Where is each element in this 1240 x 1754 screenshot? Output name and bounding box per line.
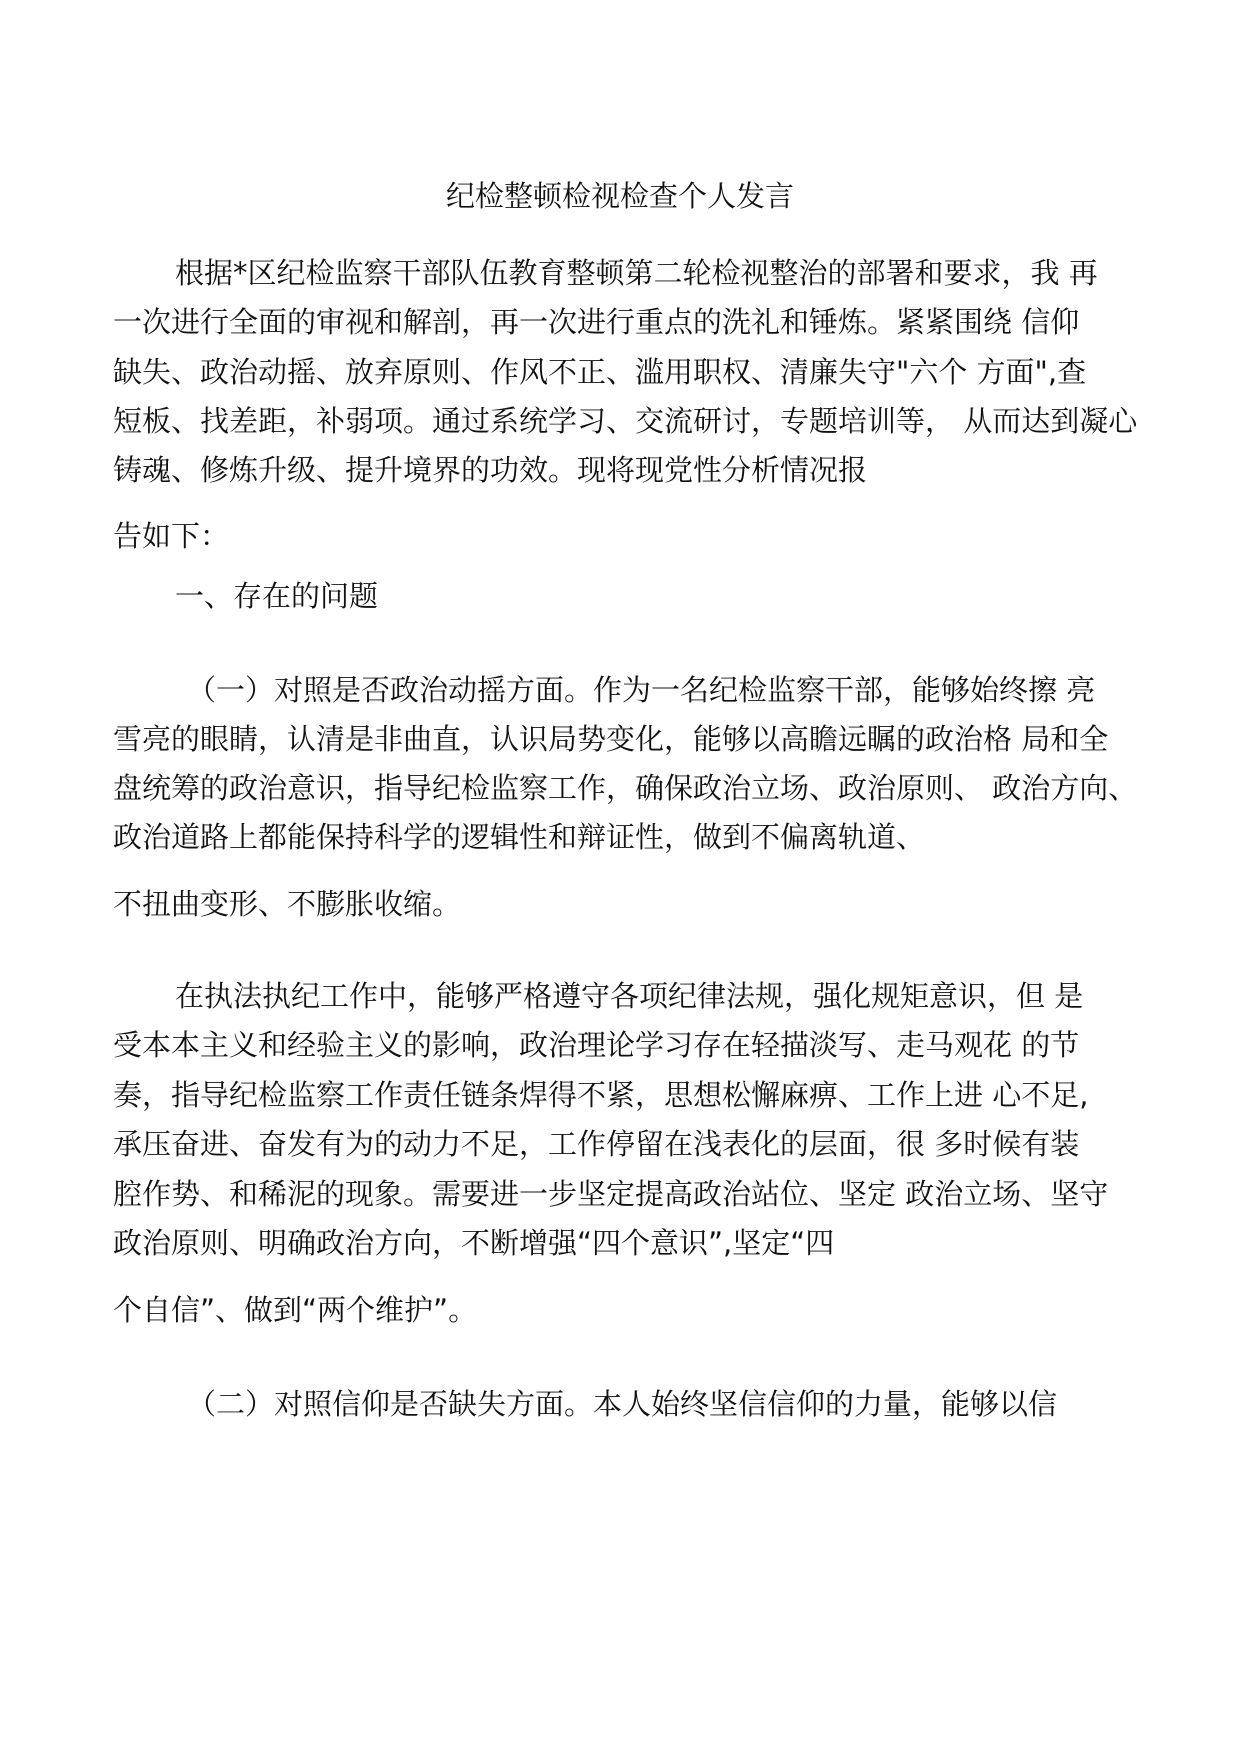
paragraph-line: 受本本主义和经验主义的影响，政治理论学习存在轻描淡写、走马观花 的节	[113, 1028, 1080, 1062]
paragraph-line: 奏，指导纪检监察工作责任链条焊得不紧，思想松懈麻痹、工作上进 心不足,	[113, 1078, 1089, 1112]
paragraph-line: 不扭曲变形、不膨胀收缩。	[113, 887, 462, 921]
paragraph-line: （二）对照信仰是否缺失方面。本人始终坚信信仰的力量，能够以信	[187, 1387, 1058, 1421]
paragraph-line: 在执法执纪工作中，能够严格遵守各项纪律法规，强化规矩意识，但 是	[175, 979, 1084, 1013]
paragraph-line: 一次进行全面的审视和解剖，再一次进行重点的洗礼和锤炼。紧紧围绕 信仰	[113, 305, 1080, 339]
paragraph-line: 铸魂、修炼升级、提升境界的功效。现将现党性分析情况报	[113, 453, 868, 487]
paragraph-line: 盘统筹的政治意识，指导纪检监察工作，确保政治立场、政治原则、 政治方向、	[113, 771, 1138, 805]
paragraph-line: 腔作势、和稀泥的现象。需要进一步坚定提高政治站位、坚定 政治立场、坚守	[113, 1177, 1109, 1211]
paragraph-line: （一）对照是否政治动摇方面。作为一名纪检监察干部，能够始终擦 亮	[187, 673, 1096, 707]
paragraph-line: 根据*区纪检监察干部队伍教育整顿第二轮检视整治的部署和要求，我 再	[175, 256, 1098, 290]
paragraph-line: 政治道路上都能保持科学的逻辑性和辩证性，做到不偏离轨道、	[113, 820, 926, 854]
paragraph-line: 雪亮的眼睛，认清是非曲直，认识局势变化，能够以高瞻远瞩的政治格 局和全	[113, 722, 1109, 756]
document-title: 纪检整顿检视检查个人发言	[445, 179, 794, 213]
paragraph-line: 承压奋进、奋发有为的动力不足，工作停留在浅表化的层面，很 多时候有装	[113, 1127, 1080, 1161]
paragraph-line: 告如下：	[113, 519, 230, 553]
paragraph-line: 短板、找差距，补弱项。通过系统学习、交流研讨，专题培训等， 从而达到凝心	[113, 404, 1138, 438]
paragraph-line: 个自信”、做到“两个维护”。	[113, 1293, 478, 1327]
paragraph-line: 政治原则、明确政治方向，不断增强“四个意识”,坚定“四	[113, 1226, 835, 1260]
paragraph-line: 缺失、政治动摇、放弃原则、作风不正、滥用职权、清廉失守"六个 方面",查	[113, 355, 1087, 389]
section-heading: 一、存在的问题	[175, 579, 379, 613]
